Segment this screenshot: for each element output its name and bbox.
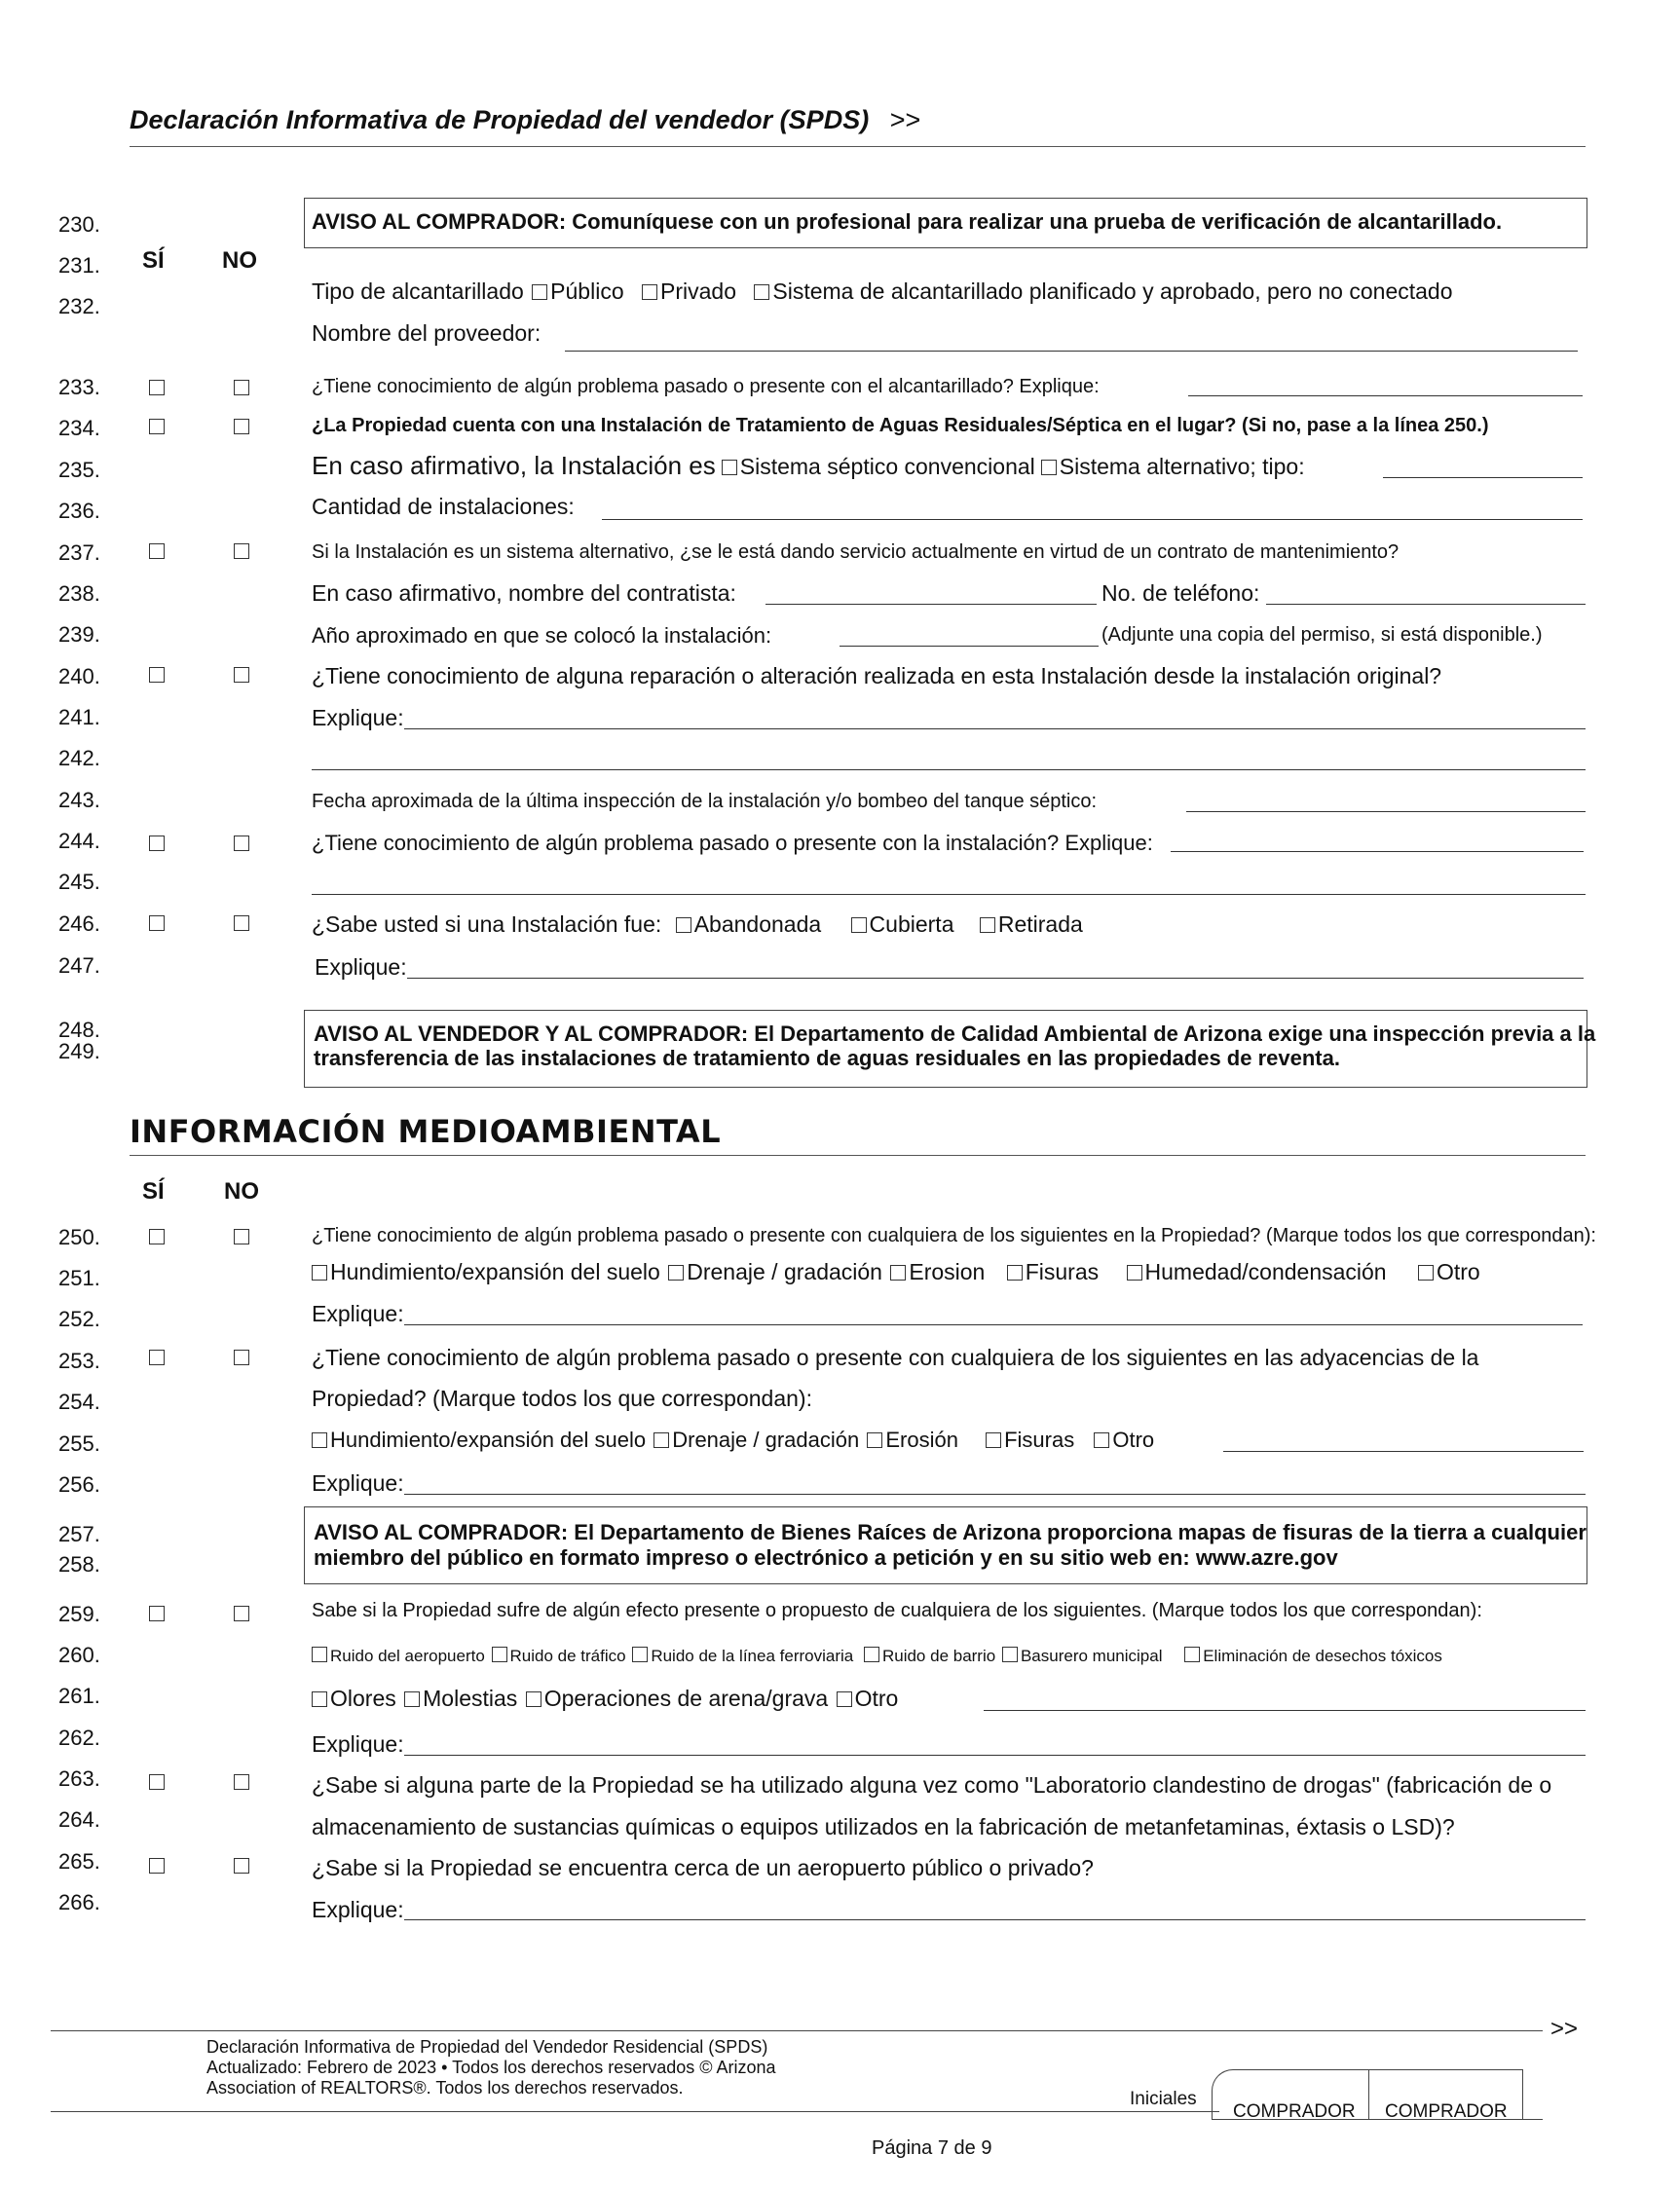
o260-1-checkbox[interactable] [492, 1647, 507, 1662]
sewer-type-row: Tipo de alcantarillado Público Privado Sistema de alcantarillado planificado y aprobado, pero no conectado [312, 279, 1453, 304]
q234: ¿La Propiedad cuenta con una Instalación de Tratamiento de Aguas Residuales/Séptica en el lugar? (Si no, pase a la línea 250.) [312, 415, 1489, 436]
fissure-notice-line2: miembro del público en formato impreso o electrónico a petición y en su sitio web en: www.azre.gov [314, 1545, 1338, 1570]
alternative-type-field[interactable] [1383, 477, 1583, 478]
septic-notice-line1: AVISO AL VENDEDOR Y AL COMPRADOR: El Departamento de Calidad Ambiental de Arizona exige una inspección previa a la [314, 1021, 1596, 1046]
q244-field[interactable] [1171, 851, 1584, 852]
o251-0-checkbox[interactable] [312, 1265, 327, 1281]
explain-266-field[interactable] [404, 1919, 1586, 1920]
initials-label: Iniciales [1130, 2089, 1197, 2109]
section-rule [130, 1155, 1586, 1156]
o251-5-checkbox[interactable] [1418, 1265, 1434, 1281]
phone-field[interactable] [1266, 604, 1586, 605]
yes-checkbox[interactable] [149, 1606, 165, 1621]
header-rule [130, 146, 1586, 147]
yes-column-header-2: SÍ [142, 1178, 165, 1205]
install-year-field[interactable] [840, 646, 1099, 647]
line-number: 232. [58, 294, 100, 318]
explain-242-field[interactable] [312, 769, 1586, 770]
q233: ¿Tiene conocimiento de algún problema pasado o presente con el alcantarillado? Explique: [312, 376, 1100, 397]
yes-checkbox[interactable] [149, 836, 165, 851]
o251-4-checkbox[interactable] [1127, 1265, 1142, 1281]
o261-3-checkbox[interactable] [837, 1691, 852, 1707]
line-number: 248. [58, 1018, 100, 1042]
facility-count-label: Cantidad de instalaciones: [312, 494, 575, 519]
planned-sewer-checkbox[interactable] [754, 284, 769, 300]
o251-1-checkbox[interactable] [668, 1265, 684, 1281]
o255-other-field[interactable] [1223, 1451, 1584, 1452]
footer-rule [51, 2030, 1543, 2031]
line-number: 237. [58, 540, 100, 565]
line-number: 242. [58, 746, 100, 770]
explain-262-field[interactable] [404, 1755, 1586, 1756]
no-checkbox[interactable] [234, 667, 249, 683]
q244: ¿Tiene conocimiento de algún problema pasado o presente con la instalación? Explique: [312, 831, 1153, 855]
yes-checkbox[interactable] [149, 1774, 165, 1790]
no-checkbox[interactable] [234, 1606, 249, 1621]
line-number: 256. [58, 1472, 100, 1497]
yes-checkbox[interactable] [149, 1350, 165, 1365]
facility-type-row: En caso afirmativo, la Instalación es Sistema séptico convencional Sistema alternativo; tipo: [312, 451, 1305, 480]
no-checkbox[interactable] [234, 1858, 249, 1874]
last-inspection-label: Fecha aproximada de la última inspección de la instalación y/o bombeo del tanque séptico: [312, 791, 1098, 812]
line-number: 254. [58, 1390, 100, 1414]
no-checkbox[interactable] [234, 1229, 249, 1244]
line-number: 239. [58, 622, 100, 647]
yes-checkbox[interactable] [149, 667, 165, 683]
o260-5-checkbox[interactable] [1184, 1647, 1200, 1662]
line-number: 247. [58, 953, 100, 978]
line-number: 230. [58, 212, 100, 237]
phone-label: No. de teléfono: [1101, 580, 1260, 606]
o255-0-checkbox[interactable] [312, 1432, 327, 1448]
line-number: 244. [58, 829, 100, 853]
line-number: 261. [58, 1684, 100, 1708]
yes-checkbox[interactable] [149, 1229, 165, 1244]
permit-note: (Adjunte una copia del permiso, si está disponible.) [1101, 624, 1543, 646]
facility-status-row: ¿Sabe usted si una Instalación fue: Abandonada Cubierta Retirada [312, 911, 1083, 937]
conventional-septic-checkbox[interactable] [722, 460, 737, 475]
o261-1-checkbox[interactable] [404, 1691, 420, 1707]
line-number: 233. [58, 375, 100, 399]
environmental-section-title: INFORMACIÓN MEDIOAMBIENTAL [130, 1113, 722, 1150]
line-number: 252. [58, 1307, 100, 1331]
o255-4-checkbox[interactable] [1094, 1432, 1109, 1448]
no-checkbox[interactable] [234, 380, 249, 395]
explain-245-field[interactable] [312, 894, 1586, 895]
o260-4-checkbox[interactable] [1002, 1647, 1018, 1662]
line-number: 264. [58, 1807, 100, 1832]
provider-label: Nombre del proveedor: [312, 320, 541, 346]
next-arrow: >> [889, 105, 921, 134]
line-number: 231. [58, 253, 100, 278]
page-title: Declaración Informativa de Propiedad del vendedor (SPDS) >> [130, 105, 921, 134]
no-column-header: NO [222, 247, 257, 274]
no-checkbox[interactable] [234, 915, 249, 931]
q265: ¿Sabe si la Propiedad se encuentra cerca de un aeropuerto público o privado? [312, 1855, 1094, 1880]
q263: ¿Sabe si alguna parte de la Propiedad se ha utilizado alguna vez como "Laboratorio clandestino de drogas" (fabricación de o [312, 1772, 1552, 1798]
o255-2-checkbox[interactable] [867, 1432, 882, 1448]
line-number: 238. [58, 581, 100, 606]
explain-241-field[interactable] [404, 728, 1586, 729]
q259: Sabe si la Propiedad sufre de algún efecto presente o propuesto de cualquiera de los siguientes. (Marque todos los que correspondan): [312, 1600, 1482, 1621]
abandonada-checkbox[interactable] [676, 917, 691, 933]
septic-notice-line2: transferencia de las instalaciones de tratamiento de aguas residuales en las propiedades de reventa. [314, 1046, 1340, 1070]
o251-2-checkbox[interactable] [890, 1265, 906, 1281]
explain-252-field[interactable] [404, 1324, 1583, 1325]
yes-checkbox[interactable] [149, 380, 165, 395]
footer-rule-2 [51, 2111, 1219, 2112]
q240: ¿Tiene conocimiento de alguna reparación o alteración realizada en esta Instalación desde la instalación original? [312, 663, 1442, 688]
line-number: 260. [58, 1643, 100, 1667]
no-checkbox[interactable] [234, 1774, 249, 1790]
line-number: 245. [58, 870, 100, 894]
line-number: 235. [58, 458, 100, 482]
footer-arrow: >> [1550, 2016, 1579, 2042]
line-number: 262. [58, 1726, 100, 1750]
q250: ¿Tiene conocimiento de algún problema pasado o presente con cualquiera de los siguientes en la Propiedad? (Marque todos los que correspondan): [312, 1225, 1596, 1246]
buyer1-label: COMPRADOR [1233, 2101, 1356, 2122]
o255-1-checkbox[interactable] [653, 1432, 669, 1448]
o260-3-checkbox[interactable] [864, 1647, 879, 1662]
explain-266-label: Explique: [312, 1897, 404, 1922]
line-number: 240. [58, 664, 100, 688]
page-number: Página 7 de 9 [872, 2137, 992, 2159]
explain-247-label: Explique: [315, 954, 407, 980]
line-number: 241. [58, 705, 100, 729]
yes-checkbox[interactable] [149, 1858, 165, 1874]
no-checkbox[interactable] [234, 1350, 249, 1365]
publico-checkbox[interactable] [532, 284, 547, 300]
footer-line2: Actualizado: Febrero de 2023 • Todos los derechos reservados © Arizona [206, 2058, 776, 2077]
line-number: 253. [58, 1349, 100, 1373]
effects-options-row-2: Olores Molestias Operaciones de arena/grava Otro [312, 1686, 898, 1712]
line-number: 259. [58, 1602, 100, 1626]
fissure-notice-line1: AVISO AL COMPRADOR: El Departamento de Bienes Raíces de Arizona proporciona mapas de fisuras de la tierra a cualquier [314, 1520, 1587, 1544]
o255-3-checkbox[interactable] [986, 1432, 1001, 1448]
effects-options-row: Ruido del aeropuerto Ruido de tráfico Ruido de la línea ferroviaria Ruido de barrio Basurero municipal Eliminación de desechos tóxicos [312, 1647, 1442, 1666]
o261-2-checkbox[interactable] [526, 1691, 541, 1707]
sewer-notice: AVISO AL COMPRADOR: Comuníquese con un profesional para realizar una prueba de verificación de alcantarillado. [312, 209, 1503, 234]
explain-256-field[interactable] [404, 1494, 1586, 1495]
line-number: 263. [58, 1766, 100, 1791]
line-number: 255. [58, 1431, 100, 1456]
q233-field[interactable] [1188, 395, 1583, 396]
q264: almacenamiento de sustancias químicas o equipos utilizados en la fabricación de metanfetaminas, éxtasis o LSD)? [312, 1814, 1455, 1839]
o260-2-checkbox[interactable] [632, 1647, 648, 1662]
property-options-row: Hundimiento/expansión del suelo Drenaje / gradación Erosion Fisuras Humedad/condensación Otro [312, 1259, 1480, 1285]
explain-241-label: Explique: [312, 705, 404, 730]
o261-0-checkbox[interactable] [312, 1691, 327, 1707]
line-number: 234. [58, 416, 100, 440]
yes-checkbox[interactable] [149, 543, 165, 559]
no-checkbox[interactable] [234, 836, 249, 851]
line-number: 250. [58, 1225, 100, 1249]
no-checkbox[interactable] [234, 543, 249, 559]
retirada-checkbox[interactable] [980, 917, 995, 933]
contractor-label: En caso afirmativo, nombre del contratista: [312, 580, 736, 606]
line-number: 257. [58, 1522, 100, 1546]
install-year-label: Año aproximado en que se colocó la instalación: [312, 623, 772, 648]
adjacent-options-row: Hundimiento/expansión del suelo Drenaje / gradación Erosión Fisuras Otro [312, 1428, 1154, 1453]
no-column-header-2: NO [224, 1178, 259, 1205]
yes-checkbox[interactable] [149, 915, 165, 931]
no-checkbox[interactable] [234, 419, 249, 434]
privado-checkbox[interactable] [642, 284, 657, 300]
last-inspection-field[interactable] [1186, 811, 1586, 812]
cubierta-checkbox[interactable] [851, 917, 867, 933]
contractor-field[interactable] [765, 604, 1097, 605]
footer-line1: Declaración Informativa de Propiedad del Vendedor Residencial (SPDS) [206, 2037, 768, 2057]
q253: ¿Tiene conocimiento de algún problema pasado o presente con cualquiera de los siguientes en las adyacencias de la [312, 1345, 1479, 1370]
line-number: 251. [58, 1266, 100, 1290]
facility-count-field[interactable] [602, 519, 1583, 520]
line-number: 265. [58, 1849, 100, 1874]
explain-252-label: Explique: [312, 1301, 404, 1326]
alternative-system-checkbox[interactable] [1041, 460, 1057, 475]
line-number: 266. [58, 1890, 100, 1914]
q237: Si la Instalación es un sistema alternativo, ¿se le está dando servicio actualmente en virtud de un contrato de mantenimiento? [312, 541, 1400, 563]
o260-0-checkbox[interactable] [312, 1647, 327, 1662]
explain-247-field[interactable] [407, 978, 1584, 979]
yes-checkbox[interactable] [149, 419, 165, 434]
explain-256-label: Explique: [312, 1470, 404, 1496]
footer-line3: Association of REALTORS®. Todos los derechos reservados. [206, 2078, 684, 2098]
provider-field[interactable] [565, 351, 1578, 352]
line-number: 246. [58, 911, 100, 936]
explain-262-label: Explique: [312, 1731, 404, 1757]
buyer2-label: COMPRADOR [1385, 2101, 1508, 2122]
initials-divider [1368, 2069, 1369, 2120]
o251-3-checkbox[interactable] [1007, 1265, 1023, 1281]
o261-other-field[interactable] [984, 1710, 1586, 1711]
line-number: 243. [58, 788, 100, 812]
yes-column-header: SÍ [142, 247, 165, 274]
q254: Propiedad? (Marque todos los que correspondan): [312, 1386, 812, 1411]
line-number: 258. [58, 1552, 100, 1577]
line-number: 249. [58, 1039, 100, 1063]
line-number: 236. [58, 499, 100, 523]
